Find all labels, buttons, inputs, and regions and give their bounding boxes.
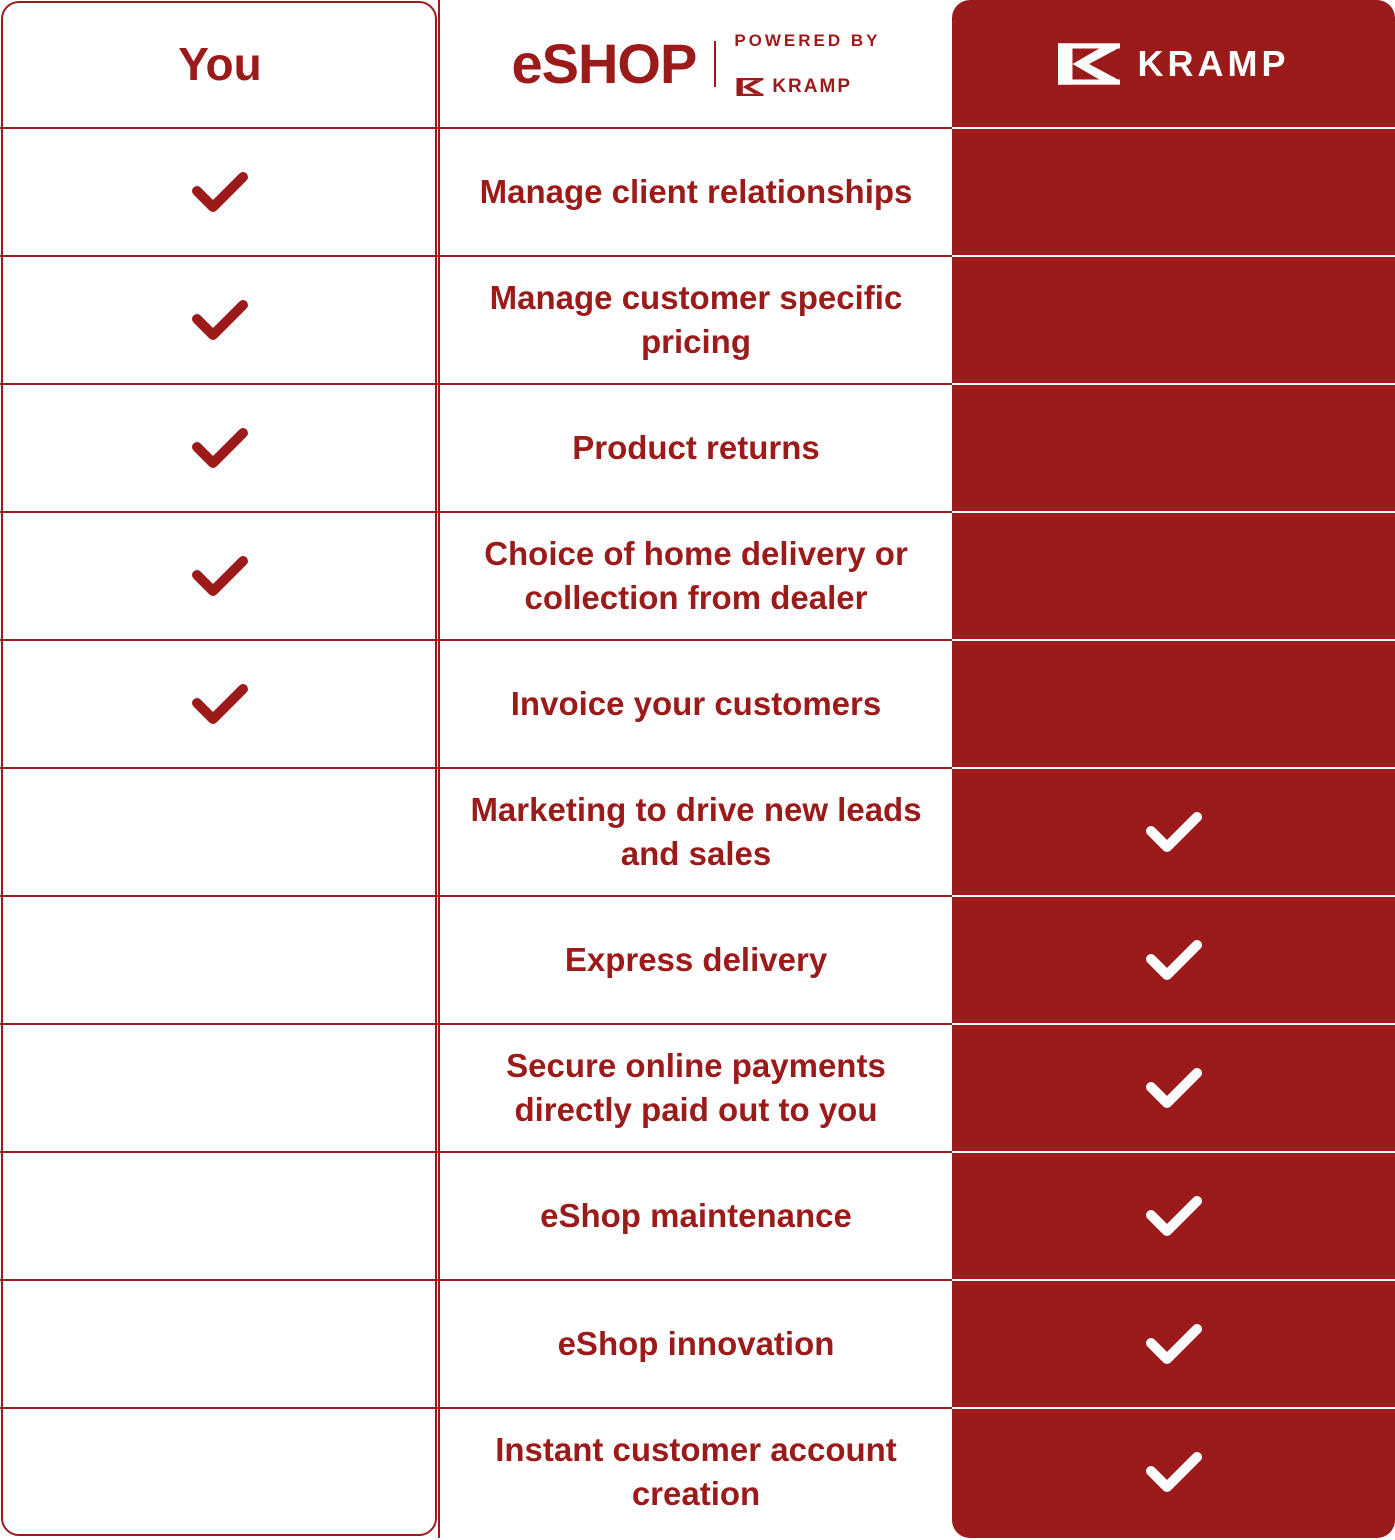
feature-label: eShop innovation [557,1325,835,1362]
feature-label: Choice of home delivery or collection from dealer [484,535,908,616]
checkmark-icon [1145,1193,1203,1239]
you-cell [0,1024,440,1152]
you-cell [0,896,440,1024]
checkmark-icon [191,297,249,343]
you-cell [0,128,440,256]
kramp-logo [1058,43,1290,85]
feature-label: eShop maintenance [540,1197,852,1234]
table-row [0,1280,1395,1408]
table-row [0,896,1395,1024]
header-row [0,0,1395,128]
feature-label: Invoice your customers [510,685,882,722]
kramp-cell [952,1152,1395,1280]
feature-label: Express delivery [564,941,828,978]
you-cell [0,640,440,768]
kramp-cell [952,384,1395,512]
checkmark-icon [1145,1449,1203,1495]
kramp-cell [952,1024,1395,1152]
header-you [0,0,440,128]
checkmark-icon [1145,1321,1203,1367]
checkmark-icon [191,169,249,215]
table-row [0,256,1395,384]
you-cell [0,384,440,512]
checkmark-icon [1145,1065,1203,1111]
kramp-cell [952,256,1395,384]
you-cell [0,1408,440,1536]
logo-separator [714,41,716,87]
table-row [0,768,1395,896]
checkmark-icon [1145,937,1203,983]
you-cell [0,256,440,384]
you-cell [0,512,440,640]
header-kramp [952,0,1395,128]
kramp-cell [952,640,1395,768]
table-row [0,128,1395,256]
you-title: You [178,38,262,90]
eshop-logo [511,19,880,109]
kramp-k-icon [1058,43,1120,85]
checkmark-icon [1145,809,1203,855]
kramp-wordmark: KRAMP [1137,43,1290,84]
kramp-cell [952,1280,1395,1408]
table-row [0,640,1395,768]
powered-by-brand [734,65,880,109]
header-eshop [440,0,952,128]
table-row [0,512,1395,640]
checkmark-icon [191,681,249,727]
kramp-cell [952,1408,1395,1536]
table-row [0,1152,1395,1280]
feature-label: Manage customer specific pricing [489,279,903,360]
table-row [0,384,1395,512]
you-cell [0,1152,440,1280]
powered-by-label: POWERED BY [734,31,881,50]
kramp-cell [952,768,1395,896]
kramp-cell [952,512,1395,640]
powered-by-brand-text: KRAMP [772,76,852,97]
powered-by-block [734,19,880,109]
checkmark-icon [191,553,249,599]
feature-label: Secure online payments directly paid out to you [506,1047,886,1128]
eshop-wordmark: eSHOP [511,32,697,95]
table-row [0,1024,1395,1152]
kramp-k-small-icon [734,78,766,96]
feature-label: Product returns [572,429,820,466]
feature-label: Manage client relationships [479,173,913,210]
feature-label: Marketing to drive new leads and sales [470,791,922,872]
checkmark-icon [191,425,249,471]
feature-label: Instant customer account creation [495,1431,897,1512]
kramp-cell [952,896,1395,1024]
kramp-cell [952,128,1395,256]
table-row [0,1408,1395,1536]
you-cell [0,1280,440,1408]
you-cell [0,768,440,896]
